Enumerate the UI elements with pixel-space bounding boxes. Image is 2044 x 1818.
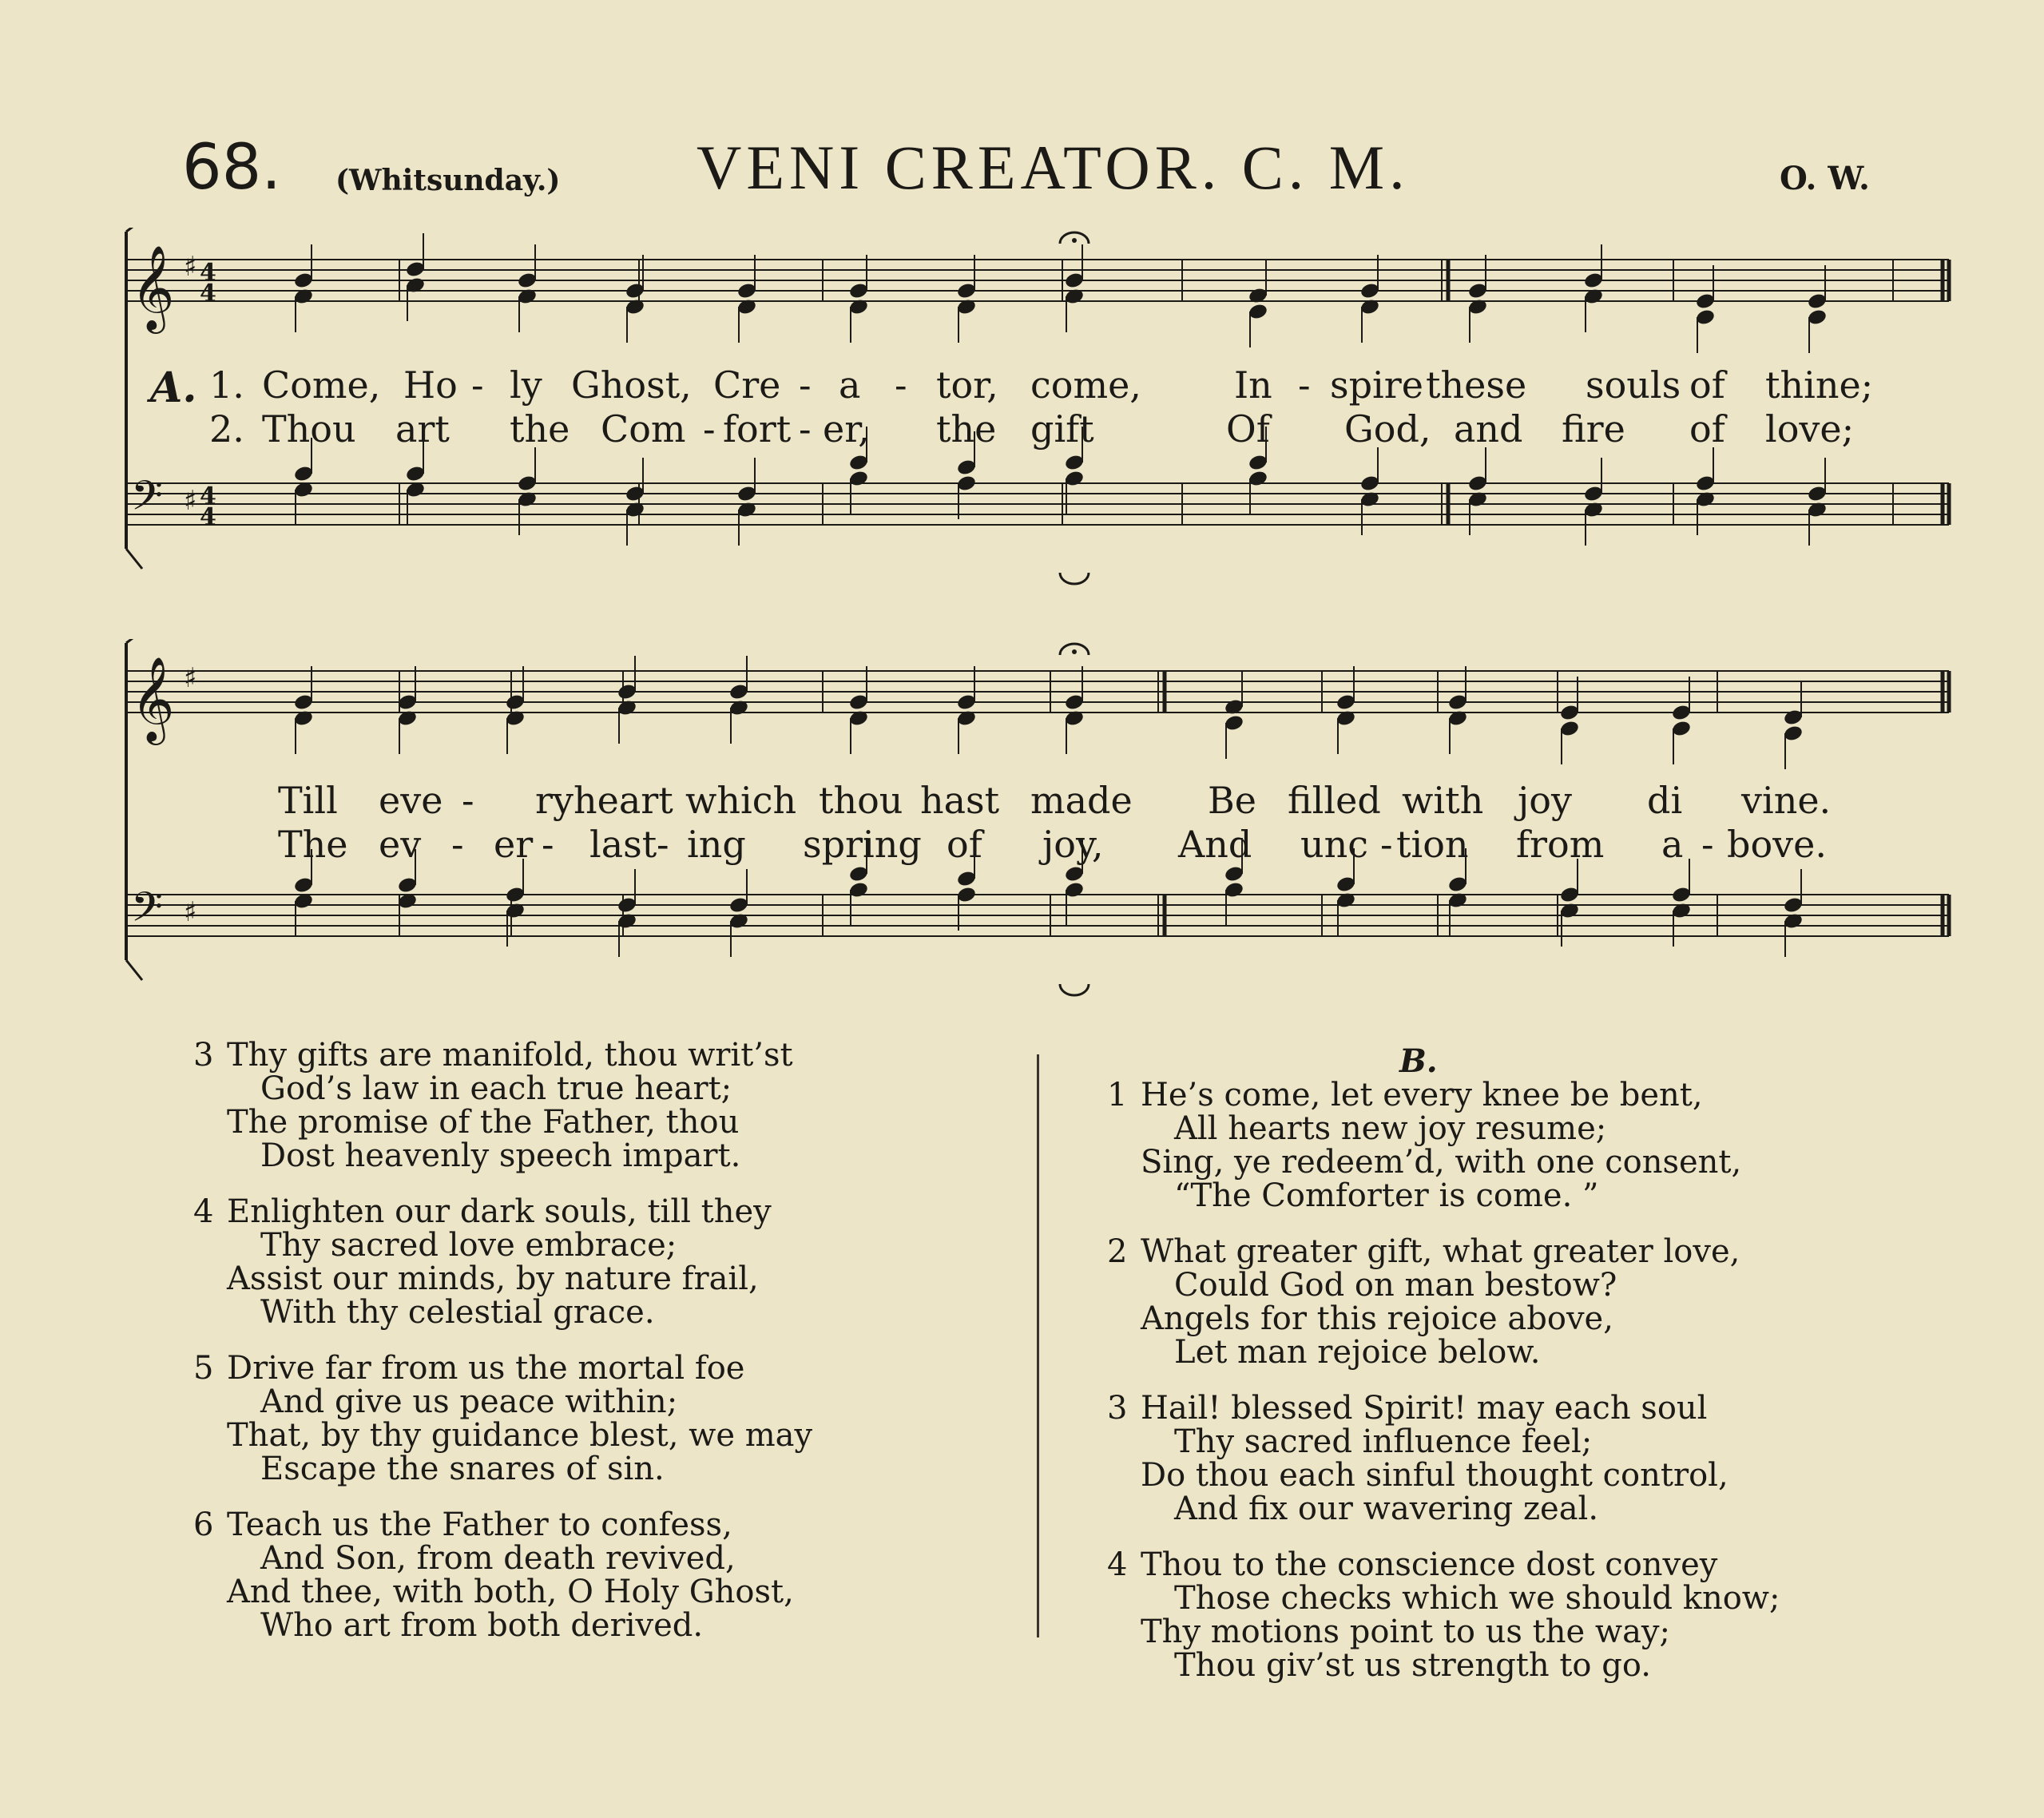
verse-line: 4 Enlighten our dark souls, till they [193, 1193, 772, 1230]
verse-line: Dost heavenly speech impart. [260, 1137, 741, 1174]
lyric-syllable: unc [1300, 823, 1369, 866]
verse-line: Who art from both derived. [260, 1607, 704, 1644]
key-sharp-icon: ♯ [184, 896, 197, 928]
lyric-syllable: of [947, 823, 982, 866]
lyric-syllable: made [1030, 779, 1133, 822]
lyric-syllable: - [1701, 823, 1714, 866]
verse-line: God’s law in each true heart; [260, 1070, 732, 1107]
verse-line: Do thou each sinful thought control, [1141, 1457, 1728, 1494]
lyric-syllable: Cre [713, 363, 781, 407]
lyric-syllable: souls [1586, 363, 1681, 407]
lyric-syllable: fort [723, 407, 792, 451]
bracket-bottom-hook [126, 960, 142, 980]
lyric-syllable: fire [1562, 407, 1625, 451]
verse-line: Let man rejoice below. [1174, 1334, 1541, 1371]
verse-line: 1 He’s come, let every knee be bent, [1107, 1077, 1703, 1113]
hymn-number: 68. [182, 132, 282, 204]
lyric-syllable: - [1380, 823, 1393, 866]
lyric-syllable: which [685, 779, 797, 822]
verse [1107, 1548, 1780, 1682]
lyric-syllable: bove. [1727, 823, 1827, 866]
bass-clef-icon: 𝄢 [131, 883, 163, 941]
lyric-syllable: eve [379, 779, 443, 822]
lyric-syllable: Thou [262, 407, 356, 451]
verse-line: Sing, ye redeem’d, with one consent, [1141, 1144, 1742, 1181]
lyric-syllable: - [657, 823, 669, 866]
author-initials: O. W. [1780, 160, 1870, 197]
bracket-top-hook [126, 228, 142, 232]
lyric-syllable: the [510, 407, 570, 451]
section-b-label: B. [1399, 1042, 1438, 1080]
verses-column-b [1107, 1078, 1780, 1705]
verse [1107, 1078, 1780, 1213]
verse-number: 3 [1107, 1390, 1128, 1427]
verse-line: “The Comforter is come. ” [1174, 1177, 1599, 1214]
verse-line: And thee, with both, O Holy Ghost, [227, 1574, 794, 1610]
lyric-syllable: hast [920, 779, 1000, 822]
verse-line: With thy celestial grace. [260, 1294, 655, 1331]
lyric-syllable: of [1689, 363, 1725, 407]
verse [193, 1508, 812, 1642]
lyric-syllable: Of [1226, 407, 1270, 451]
lyric-syllable: tor, [936, 363, 998, 407]
lyric-syllable: with [1402, 779, 1484, 822]
lyric-syllable: The [278, 823, 348, 866]
lyric-syllable: God, [1344, 407, 1431, 451]
verse-line: Angels for this rejoice above, [1141, 1300, 1613, 1337]
lyric-syllable: spire [1330, 363, 1423, 407]
fermata-icon [1060, 573, 1089, 584]
occasion-label: (Whitsunday.) [335, 164, 561, 197]
verse [1107, 1391, 1780, 1526]
verse-number: 1 [1107, 1077, 1128, 1113]
lyric-syllable: filled [1288, 779, 1381, 822]
key-sharp-icon: ♯ [184, 662, 197, 694]
lyric-syllable: er, [823, 407, 870, 451]
verse-line: Assist our minds, by nature frail, [227, 1260, 759, 1297]
verse-line: 4 Thou to the conscience dost convey [1107, 1546, 1718, 1583]
lyric-syllable: vine. [1741, 779, 1832, 822]
verse [193, 1038, 812, 1173]
verse [1107, 1235, 1780, 1369]
lyric-syllable: art [395, 407, 450, 451]
column-divider [1037, 1054, 1039, 1637]
lyric-syllable: Ho [403, 363, 458, 407]
verse-line: 2 What greater gift, what greater love, [1107, 1233, 1740, 1270]
lyric-syllable: from [1516, 823, 1605, 866]
lyric-syllable: love; [1765, 407, 1855, 451]
verse [193, 1352, 812, 1486]
lyric-syllable: - [799, 363, 812, 407]
lyric-syllable: er [494, 823, 534, 866]
bracket-bottom-hook [126, 549, 142, 569]
lyric-syllable: - [471, 363, 484, 407]
verse-number: 5 [193, 1350, 214, 1387]
lyric-syllable: come, [1030, 363, 1141, 407]
verse-line: And give us peace within; [260, 1383, 678, 1420]
lyric-syllable: - [542, 823, 554, 866]
key-sharp-icon: ♯ [184, 251, 197, 283]
lyric-syllable: spring [803, 823, 922, 866]
verse-line: And Son, from death revived, [260, 1540, 736, 1577]
treble-clef-icon: 𝄞 [131, 244, 175, 330]
verse-line: The promise of the Father, thou [227, 1104, 740, 1141]
lyric-syllable: of [1689, 407, 1725, 451]
verse-line: Escape the snares of sin. [260, 1451, 665, 1487]
key-sharp-icon: ♯ [184, 485, 197, 517]
fermata-icon [1060, 984, 1089, 995]
lyric-syllable: a [1661, 823, 1684, 866]
lyric-syllable: - [1298, 363, 1311, 407]
lyric-syllable: Com [601, 407, 686, 451]
lyric-syllable: di [1647, 779, 1683, 822]
verse-line: That, by thy guidance blest, we may [227, 1417, 813, 1454]
verse [193, 1195, 812, 1329]
lyric-syllable: In [1234, 363, 1272, 407]
fermata-dot [1072, 238, 1077, 243]
lyric-syllable: thine; [1765, 363, 1874, 407]
time-signature: 4 [200, 482, 216, 510]
lyric-syllable: thou [819, 779, 903, 822]
lyric-syllable: and [1454, 407, 1523, 451]
time-signature: 4 [200, 280, 216, 308]
lyric-syllable: - [451, 823, 464, 866]
tune-label: A. [150, 363, 197, 412]
lyric-syllable: ev [379, 823, 422, 866]
lyric-syllable: Ghost, [571, 363, 692, 407]
verse-line: 5 Drive far from us the mortal foe [193, 1350, 745, 1387]
lyric-syllable: a [839, 363, 861, 407]
verse-number: 3 [193, 1037, 214, 1074]
lyric-syllable: last [589, 823, 657, 866]
verse-line: Thou giv’st us strength to go. [1174, 1647, 1651, 1684]
lyric-syllable: gift [1030, 407, 1094, 451]
verse-line: 3 Hail! blessed Spirit! may each soul [1107, 1390, 1708, 1427]
verse-line: Thy motions point to us the way; [1141, 1614, 1671, 1650]
lyric-syllable: these [1426, 363, 1527, 407]
lyric-syllable: tion [1396, 823, 1469, 866]
treble-clef-icon: 𝄞 [131, 656, 175, 741]
time-signature: 4 [200, 503, 216, 531]
lyric-syllable: - [703, 407, 716, 451]
bracket-top-hook [126, 639, 142, 643]
verse-line: Thy sacred love embrace; [260, 1227, 677, 1264]
fermata-dot [1072, 649, 1077, 654]
lyric-syllable: heart [574, 779, 673, 822]
hymn-title: VENI CREATOR. C. M. [697, 133, 1410, 202]
lyric-syllable: 1. [209, 363, 244, 407]
lyric-syllable: - [895, 363, 907, 407]
lyric-syllable: Be [1208, 779, 1257, 822]
time-signature: 4 [200, 259, 216, 287]
verse-number: 6 [193, 1506, 214, 1543]
lyric-syllable: Come, [262, 363, 381, 407]
verse-number: 2 [1107, 1233, 1128, 1270]
bass-clef-icon: 𝄢 [131, 471, 163, 530]
verse-line: Could God on man bestow? [1174, 1267, 1617, 1304]
verses-column-a [193, 1038, 812, 1665]
lyric-syllable: ing [687, 823, 746, 866]
verse-line: 3 Thy gifts are manifold, thou writ’st [193, 1037, 793, 1074]
lyric-syllable: - [462, 779, 474, 822]
verse-line: Those checks which we should know; [1174, 1580, 1780, 1617]
lyric-syllable: the [936, 407, 997, 451]
lyric-syllable: ry [535, 779, 574, 822]
verse-line: Thy sacred influence feel; [1174, 1423, 1593, 1460]
lyric-syllable: 2. [209, 407, 244, 451]
verse-number: 4 [1107, 1546, 1128, 1583]
lyric-syllable: joy [1518, 779, 1572, 822]
lyric-syllable: Till [278, 779, 338, 822]
lyric-syllable: - [799, 407, 812, 451]
verse-line: All hearts new joy resume; [1174, 1110, 1607, 1147]
lyric-syllable: And [1178, 823, 1252, 866]
verse-line: 6 Teach us the Father to confess, [193, 1506, 732, 1543]
lyric-syllable: joy, [1042, 823, 1104, 866]
verse-number: 4 [193, 1193, 214, 1230]
verse-line: And fix our wavering zeal. [1174, 1491, 1599, 1527]
lyric-syllable: ly [510, 363, 542, 407]
